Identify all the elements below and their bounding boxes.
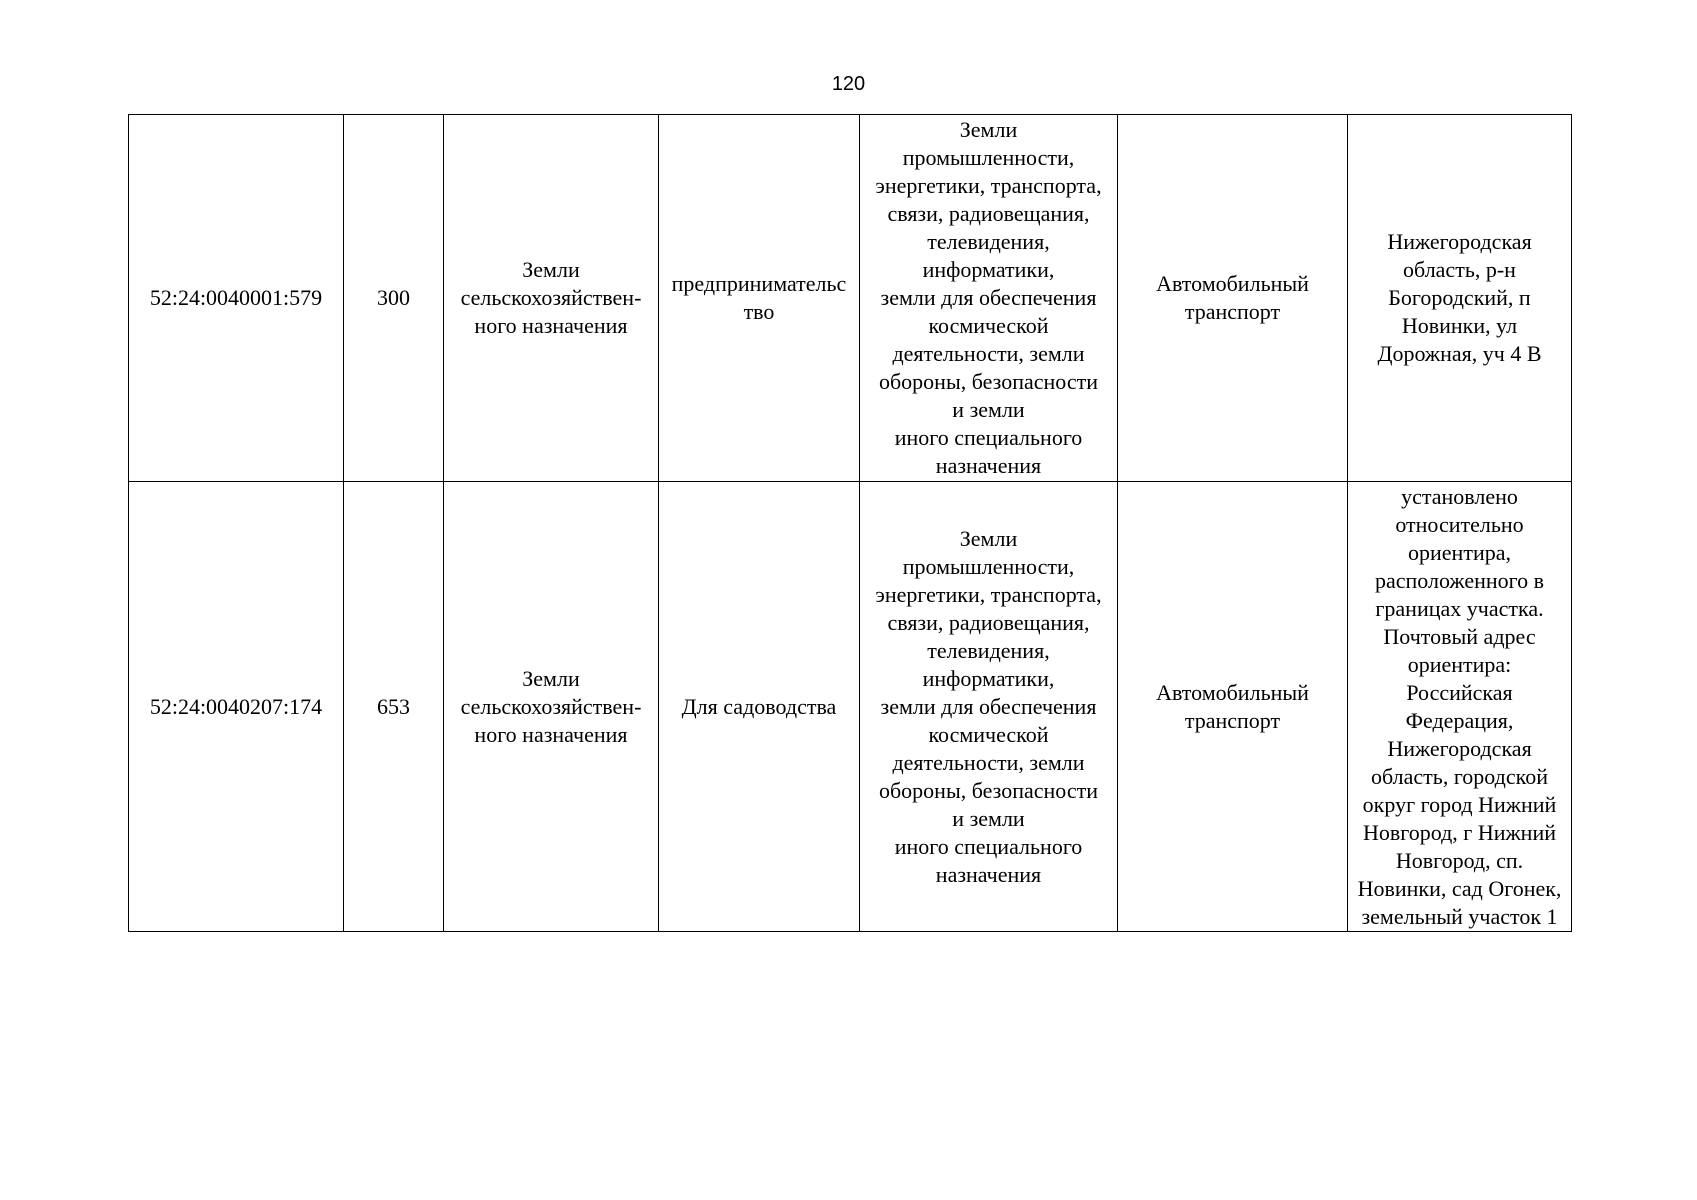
table-row bbox=[129, 482, 1572, 932]
land-category-cell: Земли сельскохозяйствен- ного назначения bbox=[444, 115, 659, 482]
cadastral-number-cell: 52:24:0040207:174 bbox=[129, 482, 344, 932]
adjacent-category-cell: Земли промышленности, энергетики, транспорта, связи, радиовещания, телевидения, информатики, земли для обеспечения космической деятельности, земли обороны, безопасности и земли иного специального назначения bbox=[860, 115, 1118, 482]
land-plots-table bbox=[128, 114, 1572, 932]
area-cell: 300 bbox=[344, 115, 444, 482]
cadastral-number-cell: 52:24:0040001:579 bbox=[129, 115, 344, 482]
adjacent-category-cell: Земли промышленности, энергетики, транспорта, связи, радиовещания, телевидения, информатики, земли для обеспечения космической деятельности, земли обороны, безопасности и земли иного специального назначения bbox=[860, 482, 1118, 932]
permitted-use-cell: предпринимательс тво bbox=[659, 115, 860, 482]
address-cell: Нижегородская область, р-н Богородский, п Новинки, ул Дорожная, уч 4 В bbox=[1348, 115, 1572, 482]
permitted-use-cell: Для садоводства bbox=[659, 482, 860, 932]
table-row bbox=[129, 115, 1572, 482]
address-cell: установлено относительно ориентира, расположенного в границах участка. Почтовый адрес ориентира: Российская Федерация, Нижегородская область, городской округ город Нижний Новгород, г Нижний Новгород, сп. Новинки, сад Огонек, земельный участок 1 bbox=[1348, 482, 1572, 932]
area-cell: 653 bbox=[344, 482, 444, 932]
page-number: 120 bbox=[831, 73, 866, 95]
transport-cell: Автомобильный транспорт bbox=[1118, 115, 1348, 482]
transport-cell: Автомобильный транспорт bbox=[1118, 482, 1348, 932]
land-category-cell: Земли сельскохозяйствен- ного назначения bbox=[444, 482, 659, 932]
